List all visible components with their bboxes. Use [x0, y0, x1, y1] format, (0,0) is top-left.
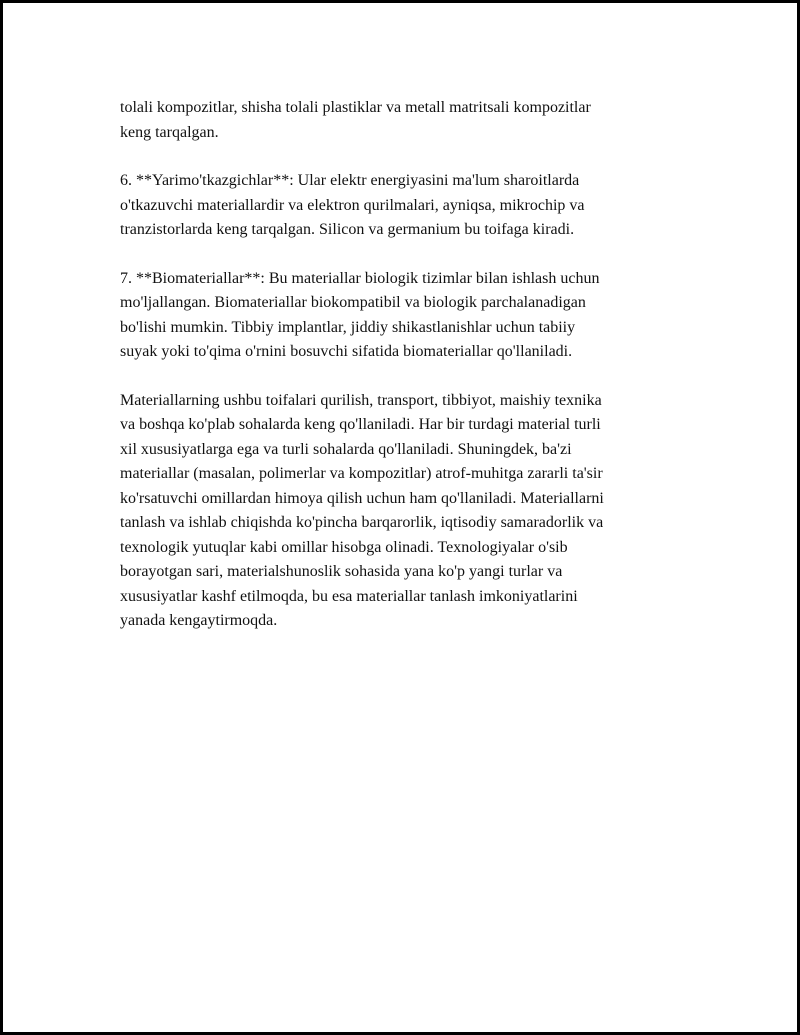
paragraph-composites-continuation [120, 96, 680, 145]
text-line: mo'ljallangan. Biomateriallar biokompatibil va biologik parchalanadigan [120, 294, 586, 311]
text-line: materiallar (masalan, polimerlar va kompozitlar) atrof-muhitga zararli ta'sir [120, 465, 603, 482]
text-line: suyak yoki to'qima o'rnini bosuvchi sifatida biomateriallar qo'llaniladi. [120, 343, 573, 360]
text-line: tranzistorlarda keng tarqalgan. Silicon va germanium bu toifaga kiradi. [120, 221, 575, 238]
text-line: ko'rsatuvchi omillardan himoya qilish uchun ham qo'llaniladi. Materiallarni [120, 489, 604, 507]
text-line: keng tarqalgan. [120, 123, 219, 141]
text-line: 6. **Yarimo'tkazgichlar**: Ular elektr energiyasini ma'lum sharoitlarda [120, 172, 580, 189]
text-line: 7. **Biomateriallar**: Bu materiallar biologik tizimlar bilan ishlash uchun [120, 269, 600, 287]
text-line: Materiallarning ushbu toifalari qurilish, transport, tibbiyot, maishiy texnika [120, 391, 602, 409]
text-line: bo'lishi mumkin. Tibbiy implantlar, jiddiy shikastlanishlar uchun tabiiy [120, 318, 576, 336]
document-body [120, 96, 680, 658]
paragraph-conclusion [120, 389, 680, 634]
text-line: texnologik yutuqlar kabi omillar hisobga olinadi. Texnologiyalar o'sib [120, 538, 568, 556]
text-line: va boshqa ko'plab sohalarda keng qo'llaniladi. Har bir turdagi material turli [120, 416, 601, 433]
text-line: tolali kompozitlar, shisha tolali plastiklar va metall matritsali kompozitlar [120, 99, 591, 116]
text-line: yanada kengaytirmoqda. [120, 612, 278, 629]
paragraph-biomaterials [120, 267, 680, 365]
text-line: tanlash va ishlab chiqishda ko'pincha barqarorlik, iqtisodiy samaradorlik va [120, 514, 604, 531]
text-line: o'tkazuvchi materiallardir va elektron qurilmalari, ayniqsa, mikrochip va [120, 196, 585, 214]
text-line: borayotgan sari, materialshunoslik sohasida yana ko'p yangi turlar va [120, 563, 563, 580]
text-line: xil xususiyatlarga ega va turli sohalarda qo'llaniladi. Shuningdek, ba'zi [120, 440, 572, 458]
paragraph-semiconductors [120, 169, 680, 243]
text-line: xususiyatlar kashf etilmoqda, bu esa materiallar tanlash imkoniyatlarini [120, 587, 578, 605]
